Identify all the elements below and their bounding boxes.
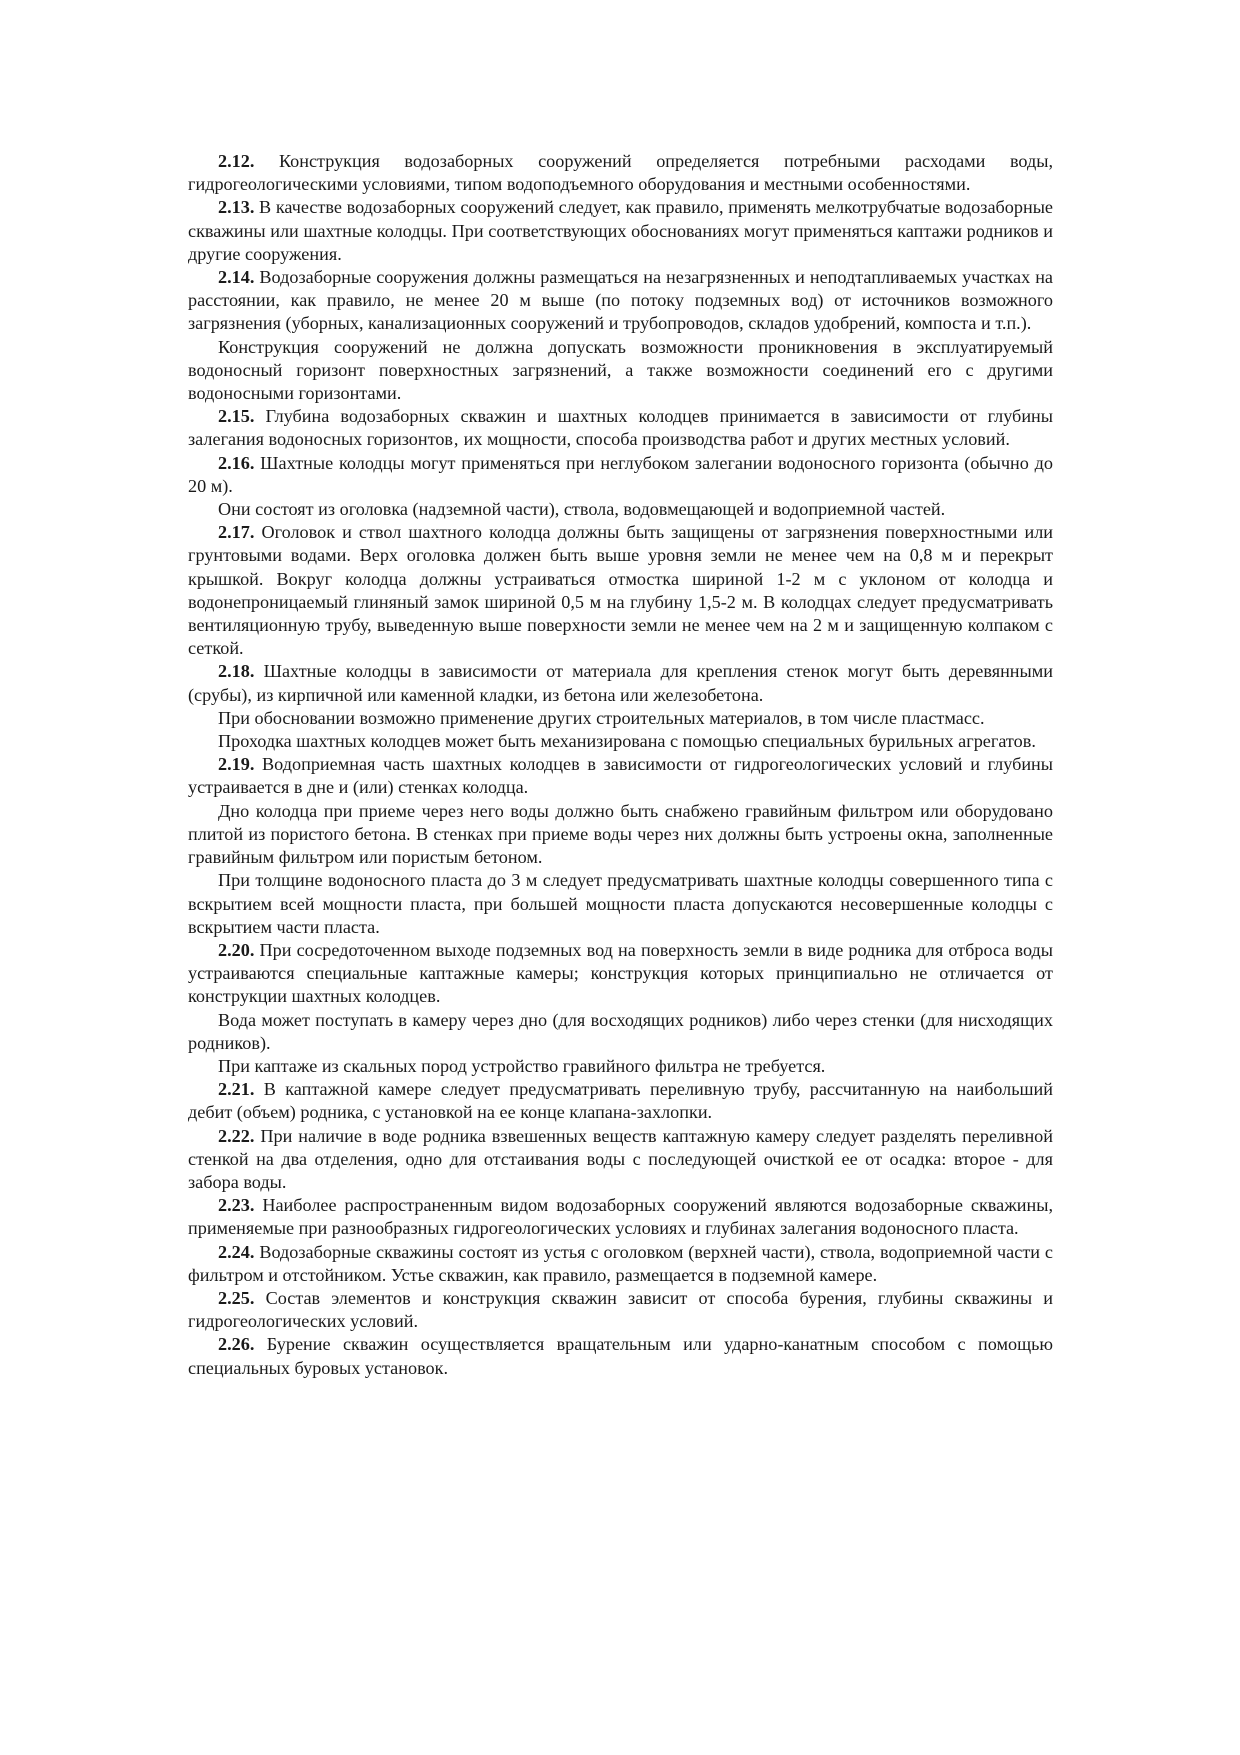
paragraph-text: При каптаже из скальных пород устройство гравийного фильтра не требуется. [218, 1055, 826, 1076]
paragraph-text: Водоприемная часть шахтных колодцев в зависимости от гидрогеологических условий и глубины устраивается в дне и (или) стенках колодца. [188, 754, 1054, 798]
clause-number: 2.18. [218, 661, 255, 682]
clause-number: 2.24. [218, 1241, 255, 1262]
paragraph-text: Конструкция водозаборных сооружений определяется потребными расходами воды, гидрогеологическими условиями, типом водоподъемного оборудования и местными особенностями. [188, 151, 1054, 195]
paragraph-text: При обосновании возможно применение других строительных материалов, в том числе пластмасс. [218, 707, 985, 728]
paragraph [188, 707, 1053, 730]
paragraph [188, 336, 1053, 406]
paragraph-text: Шахтные колодцы в зависимости от материала для крепления стенок могут быть деревянными (срубы), из кирпичной или каменной кладки, из бетона или железобетона. [188, 661, 1054, 705]
paragraph [188, 753, 1053, 799]
paragraph-text: Дно колодца при приеме через него воды должно быть снабжено гравийным фильтром или оборудовано плитой из пористого бетона. В стенках при приеме воды через них должны быть устроены окна, заполненные гравийным фильтром или пористым бетоном. [188, 800, 1053, 868]
paragraph-text: При наличие в воде родника взвешенных веществ каптажную камеру следует разделять переливной стенкой на два отделения, одно для отстаивания воды с последующей очисткой ее от осадка: второе - для забора воды. [188, 1125, 1054, 1192]
paragraph [188, 1125, 1053, 1195]
paragraph [188, 1078, 1053, 1124]
paragraph [188, 939, 1053, 1009]
paragraph [188, 1009, 1053, 1055]
clause-number: 2.12. [218, 151, 255, 171]
paragraph [188, 266, 1053, 336]
paragraph-text: Бурение скважин осуществляется вращательным или ударно-канатным способом с помощью специальных буровых установок. [188, 1334, 1053, 1378]
paragraph-text: Водозаборные сооружения должны размещаться на незагрязненных и неподтапливаемых участках на расстоянии, как правило, не менее 20 м выше (по потоку подземных вод) от источников возможного загрязнения (уборных, канализационных сооружений и трубопроводов, складов удобрений, компоста и т.п.). [188, 267, 1054, 334]
clause-number: 2.26. [218, 1334, 255, 1355]
paragraph [188, 452, 1053, 498]
paragraph-text: Конструкция сооружений не должна допускать возможности проникновения в эксплуатируемый водоносный горизонт поверхностных загрязнений, а также возможности соединений его с другими водоносными горизонтами. [188, 336, 1053, 404]
paragraph-text: Проходка шахтных колодцев может быть механизирована с помощью специальных бурильных агрегатов. [218, 731, 1036, 752]
clause-number: 2.13. [218, 197, 255, 218]
paragraph-text: Наиболее распространенным видом водозаборных сооружений являются водозаборные скважины, применяемые при разнообразных гидрогеологических условиях и глубинах залегания водоносного пласта. [188, 1195, 1054, 1239]
clause-number: 2.15. [218, 406, 255, 427]
paragraph [188, 869, 1053, 939]
clause-number: 2.23. [218, 1195, 255, 1216]
paragraph-text: Водозаборные скважины состоят из устья с оголовком (верхней части), ствола, водоприемной части с фильтром и отстойником. Устье скважин, как правило, размещается в подземной камере. [188, 1241, 1054, 1285]
paragraph [188, 521, 1053, 660]
paragraph [188, 150, 1053, 196]
paragraph [188, 1333, 1053, 1379]
paragraph-text: В качестве водозаборных сооружений следует, как правило, применять мелкотрубчатые водозаборные скважины или шахтные колодцы. При соответствующих обоснованиях могут применяться каптажи родников и другие сооружения. [188, 197, 1053, 264]
document-body [188, 150, 1053, 1380]
clause-number: 2.20. [218, 939, 255, 960]
paragraph [188, 660, 1053, 706]
paragraph-text: Шахтные колодцы могут применяться при неглубоком залегании водоносного горизонта (обычно до 20 м). [188, 452, 1053, 496]
paragraph [188, 405, 1053, 451]
paragraph-text: При толщине водоносного пласта до 3 м следует предусматривать шахтные колодцы совершенного типа с вскрытием всей мощности пласта, при большей мощности пласта допускаются несовершенные колодцы с вскрытием части пласта. [188, 870, 1053, 937]
paragraph-text: В каптажной камере следует предусматривать переливную трубу, рассчитанную на наибольший дебит (объем) родника, с установкой на ее конце клапана-захлопки. [188, 1079, 1054, 1123]
paragraph [188, 498, 1053, 521]
clause-number: 2.21. [218, 1079, 255, 1100]
paragraph-text: Оголовок и ствол шахтного колодца должны быть защищены от загрязнения поверхностными или грунтовыми водами. Верх оголовка должен быть выше уровня земли не менее чем на 0,8 м и перекрыт крышкой. Вокруг колодца должны устраиваться отмостка шириной 1-2 м с уклоном от колодца и водонепроницаемый глиняный замок шириной 0,5 м на глубину 1,5-2 м. В колодцах следует предусматривать вентиляционную трубу, выведенную выше поверхности земли не менее чем на 2 м и защищенную колпаком с сеткой. [188, 522, 1054, 659]
paragraph-text: Они состоят из оголовка (надземной части), ствола, водовмещающей и водоприемной частей. [218, 499, 946, 520]
paragraph [188, 196, 1053, 266]
paragraph [188, 1194, 1053, 1240]
clause-number: 2.17. [218, 522, 255, 543]
paragraph [188, 800, 1053, 870]
paragraph-text: При сосредоточенном выходе подземных вод на поверхность земли в виде родника для отброса воды устраиваются специальные каптажные камеры; конструкция которых принципиально не отличается от конструкции шахтных колодцев. [188, 939, 1054, 1007]
clause-number: 2.14. [218, 267, 255, 288]
paragraph-text: Состав элементов и конструкция скважин зависит от способа бурения, глубины скважины и гидрогеологических условий. [188, 1287, 1054, 1332]
paragraph [188, 1287, 1053, 1333]
clause-number: 2.25. [218, 1287, 255, 1308]
paragraph [188, 1241, 1053, 1287]
paragraph-text: Вода может поступать в камеру через дно (для восходящих родников) либо через стенки (для нисходящих родников). [188, 1009, 1053, 1053]
clause-number: 2.16. [218, 452, 255, 473]
paragraph-text: Глубина водозаборных скважин и шахтных колодцев принимается в зависимости от глубины залегания водоносных горизонтов‚ их мощности, способа производства работ и других местных условий. [188, 406, 1054, 450]
clause-number: 2.22. [218, 1125, 255, 1146]
paragraph [188, 1055, 1053, 1078]
paragraph [188, 730, 1053, 753]
clause-number: 2.19. [218, 754, 255, 775]
